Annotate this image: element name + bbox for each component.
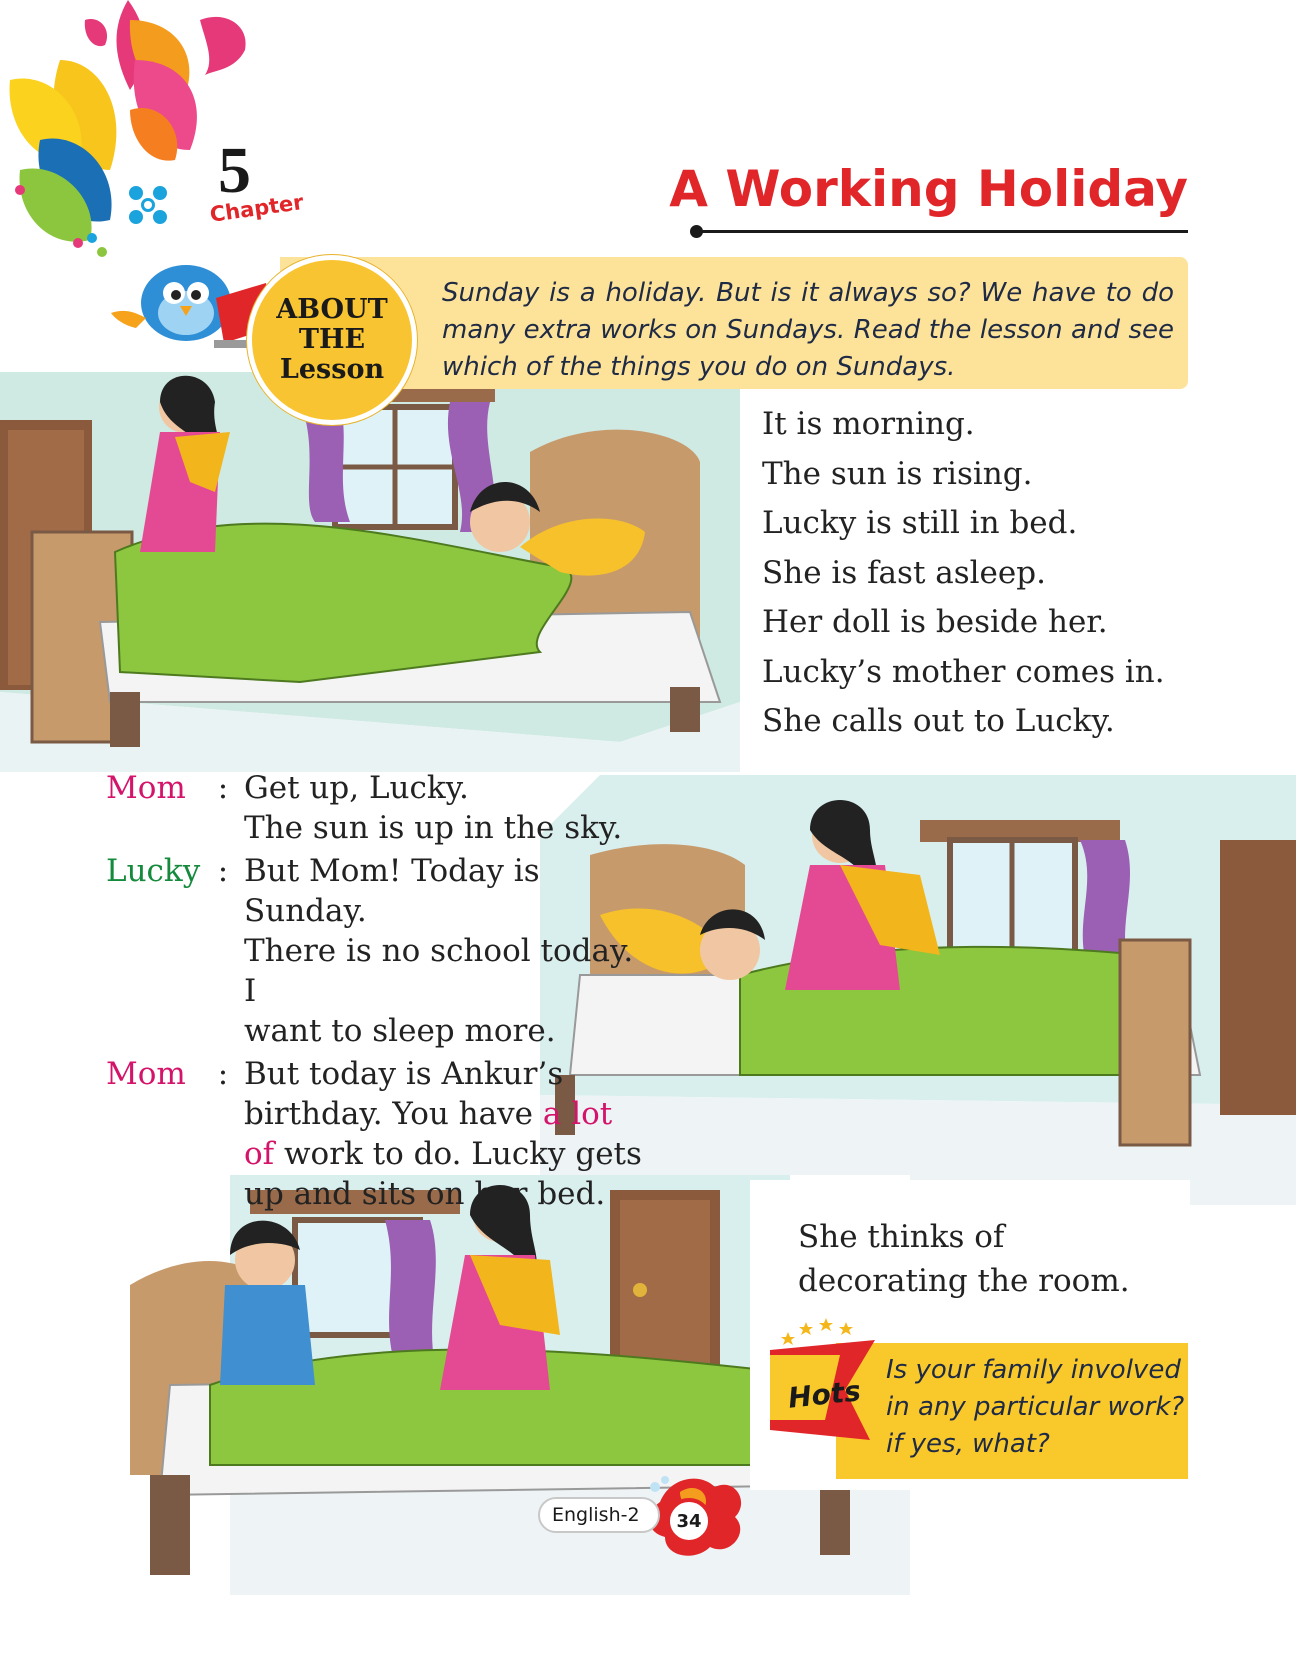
dialogue-block [106, 768, 644, 1217]
illustration-lucky-asleep [0, 372, 740, 772]
narration-line: Lucky’s mother comes in. [762, 653, 1165, 690]
decorative-blobs [0, 0, 300, 270]
dialogue-line [244, 1134, 644, 1174]
narration-line: She calls out to Lucky. [762, 703, 1115, 739]
thinks-line: She thinks of [798, 1219, 1005, 1255]
narration-line: Lucky is still in bed. [762, 505, 1078, 541]
dialogue-line: There is no school today. I [244, 933, 634, 1009]
thinks-line: decorating the room. [798, 1263, 1130, 1299]
dialogue-line: want to sleep more. [244, 1013, 556, 1049]
dialogue-text: work to do. Lucky gets [274, 1136, 642, 1172]
dialogue-text: birthday. You have [244, 1096, 543, 1132]
dialogue-line [244, 1094, 644, 1134]
speaker-colon: : [217, 770, 229, 806]
page-title: A Working Holiday [669, 160, 1188, 218]
about-label-line-1: ABOUT [276, 294, 388, 326]
about-label-line-2: THE [298, 324, 366, 356]
narration-line: The sun is rising. [762, 455, 1033, 492]
dialogue-line: But today is Ankur’s [244, 1056, 564, 1092]
dialogue-line: But Mom! Today is Sunday. [244, 853, 540, 929]
speaker-colon: : [217, 853, 229, 889]
thinks-text [798, 1215, 1158, 1303]
speaker-mom: Mom [106, 1056, 186, 1092]
speaker-lucky: Lucky [106, 853, 201, 889]
dialogue-row [106, 768, 644, 848]
title-underline-dot [690, 225, 703, 238]
title-underline [696, 230, 1188, 233]
hots-question: Is your family involved in any particular work? if yes, what? [886, 1355, 1185, 1459]
speaker-mom: Mom [106, 770, 186, 806]
highlighted-phrase: of [244, 1136, 275, 1172]
about-lesson-badge [247, 255, 417, 425]
highlighted-phrase: a lot [542, 1096, 613, 1132]
narration-line: Her doll is beside her. [762, 604, 1108, 640]
dialogue-row [106, 1054, 644, 1214]
footer-book-name: English-2 [538, 1497, 660, 1533]
speaker-colon: : [217, 1056, 229, 1092]
illustration-mom-wakes-lucky [540, 775, 1296, 1205]
chapter-label: Chapter [208, 190, 305, 227]
dialogue-row [106, 851, 644, 1051]
about-label-line-3: Lesson [279, 353, 385, 385]
dialogue-line: up and sits on her bed. [244, 1176, 606, 1212]
narration-line: It is morning. [762, 406, 975, 442]
dialogue-line: Get up, Lucky. [244, 770, 469, 806]
chapter-number: 5 [218, 134, 251, 207]
about-lesson-text: Sunday is a holiday. But is it always so? We have to do many extra works on Sundays. Read the lesson and see which of the things you do on Sundays. [442, 278, 1174, 382]
dialogue-line: The sun is up in the sky. [244, 810, 623, 846]
hots-label: Hots [786, 1374, 863, 1415]
narration-line: She is fast asleep. [762, 554, 1046, 591]
page-number: 34 [666, 1498, 712, 1544]
narration-block [762, 400, 1165, 747]
